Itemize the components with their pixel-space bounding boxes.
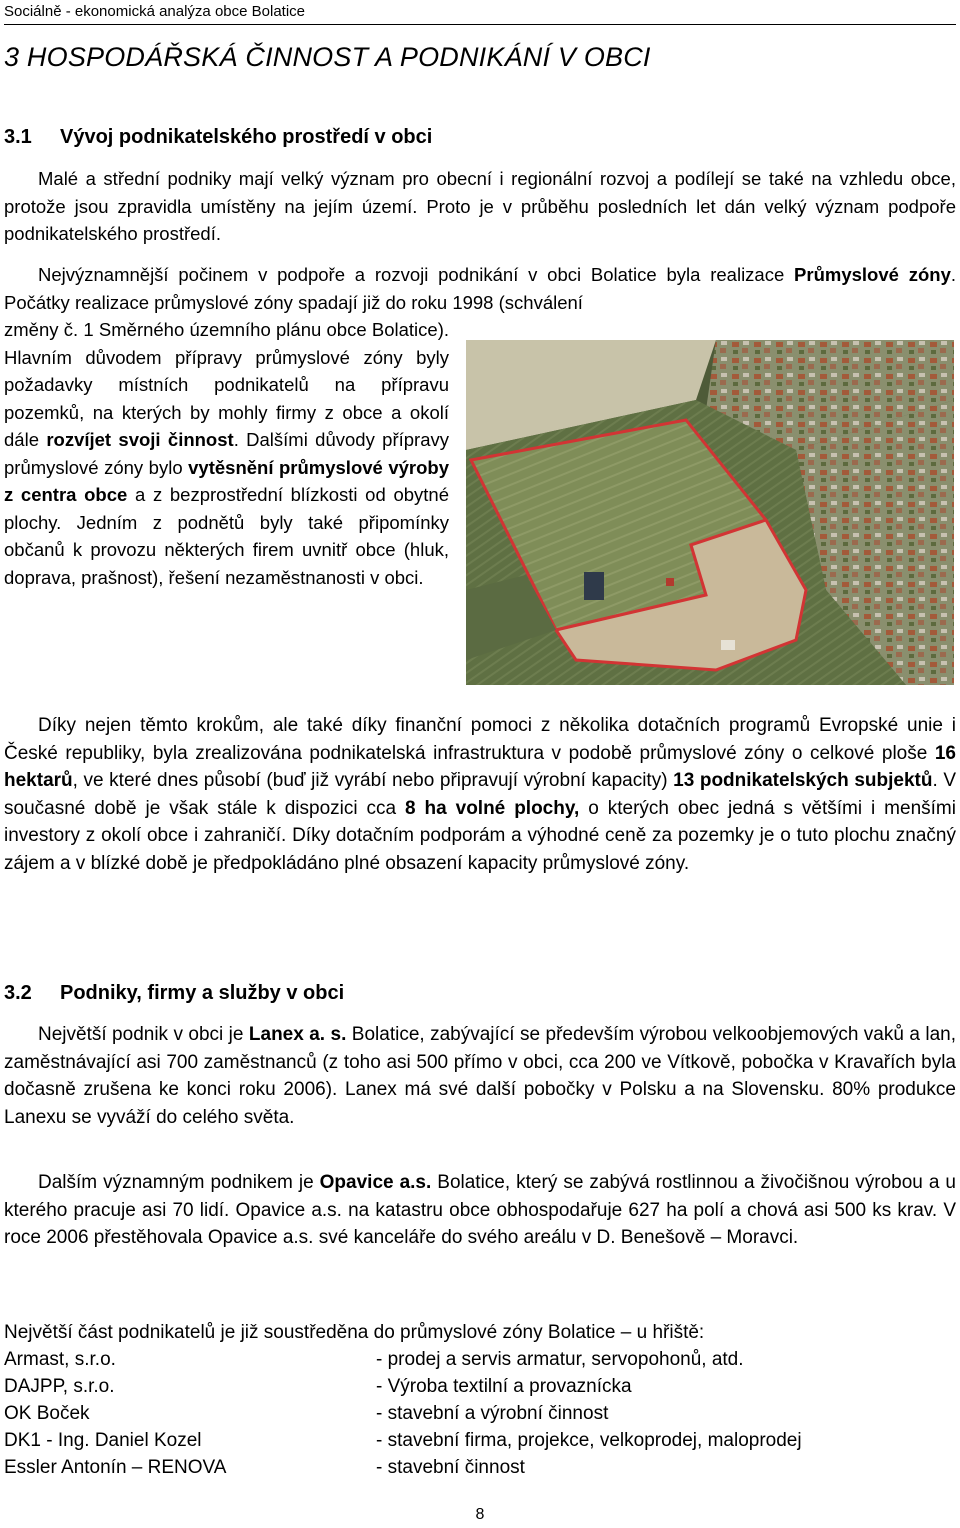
- company-activity: - stavební činnost: [376, 1457, 525, 1478]
- text-run: Bolatice, který se zabývá rostlinnou a živočišnou výrobou a u kterého pracuje asi 70 lidí. Opavice a.s. na katastru obce obhospodařuje 627 ha polí a chová asi 500 ks krav. V roce 2006 přestěhovala Opavice a.s. své kanceláře do svého areálu v D. Benešově – Moravci.: [4, 1172, 956, 1248]
- list-item: [4, 1427, 802, 1454]
- bold-run: Opavice a.s.: [319, 1172, 432, 1193]
- bold-run: Lanex a. s.: [248, 1024, 347, 1045]
- section-heading-3-2: [4, 982, 344, 1005]
- paragraph-lanex: [4, 1021, 956, 1131]
- bold-run: Průmyslové zóny: [794, 264, 951, 285]
- list-item: [4, 1400, 608, 1427]
- text-run: a z bezprostřední blízkosti od obytné plochy. Jedním z podnětů byly také připomínky občanů k provozu některých firem uvnitř obce (hluk, doprava, prašnost), řešení nezaměstnanosti v obci.: [4, 484, 449, 588]
- building-white: [721, 640, 735, 650]
- text-run: . Počátky realizace průmyslové zóny spadají již do roku 1998 (schválení: [4, 264, 956, 313]
- list-item: [4, 1373, 632, 1400]
- building-small: [666, 578, 674, 586]
- building-hall: [584, 572, 604, 600]
- bold-run: 13 podnikatelských subjektů: [673, 770, 933, 791]
- company-activity: - prodej a servis armatur, servopohonů, atd.: [376, 1349, 744, 1370]
- paragraph-companies-intro: Největší část podnikatelů je již soustředěna do průmyslové zóny Bolatice – u hřiště:: [4, 1322, 705, 1343]
- chapter-title: 3 HOSPODÁŘSKÁ ČINNOST A PODNIKÁNÍ V OBCI: [4, 42, 651, 72]
- text-run: změny č. 1 Směrného územního plánu obce Bolatice). Hlavním důvodem přípravy průmyslové zóny byly požadavky místních podnikatelů na přípravu pozemků, na kterých by mohly firmy z obce a okolí dále: [4, 319, 449, 450]
- company-name: OK Boček: [4, 1403, 90, 1424]
- running-header: Sociálně - ekonomická analýza obce Bolatice: [4, 2, 956, 25]
- section-title-text: Vývoj podnikatelského prostředí v obci: [60, 126, 433, 148]
- text-run: Nejvýznamnější počinem v podpoře a rozvoji podnikání v obci Bolatice byla realizace: [38, 264, 795, 285]
- text-run: Bolatice, zabývající se především výrobou velkoobjemových vaků a lan, zaměstnávající asi 700 zaměstnanců (z toho asi 500 přímo v obci, cca 200 ve Vítkově, pobočka v Kravařích byla dočasně zrušena ke konci roku 2006). Lanex má své další pobočky v Polsku a na Slovensku. 80% produkce Lanexu se vyváží do celého světa.: [4, 1024, 956, 1128]
- company-name: Armast, s.r.o.: [4, 1349, 116, 1370]
- paragraph-opavice: [4, 1169, 956, 1252]
- text-run: o kterých obec jedná s většími i menšími investory z okolí obce i zahraničí. Díky dotačním podporám a výhodné ceně za pozemky je o tuto plochu značný zájem a v blízké době je předpokládáno plné obsazení kapacity průmyslové zóny.: [4, 797, 956, 874]
- section-number: 3.2: [4, 982, 32, 1004]
- paragraph-industrial-zone-reasons: [4, 316, 449, 591]
- list-item: [4, 1346, 744, 1373]
- company-name: Essler Antonín – RENOVA: [4, 1457, 227, 1478]
- company-activity: - stavební a výrobní činnost: [376, 1403, 609, 1424]
- company-activity: - Výroba textilní a provazníckа: [376, 1376, 632, 1397]
- bold-run: 16 hektarů: [4, 742, 956, 791]
- bold-run: 8 ha volné plochy,: [405, 797, 580, 819]
- section-title-text: Podniky, firmy a služby v obci: [60, 982, 345, 1004]
- paragraph-infrastructure: [4, 712, 956, 877]
- company-name: DAJPP, s.r.o.: [4, 1376, 115, 1397]
- company-activity: - stavební firma, projekce, velkoprodej, maloprodej: [376, 1430, 802, 1451]
- bold-run: rozvíjet svoji činnost: [46, 429, 234, 450]
- company-name: DK1 - Ing. Daniel Kozel: [4, 1430, 202, 1451]
- paragraph-industrial-zone-lead: [4, 261, 956, 316]
- aerial-photo-industrial-zone: [466, 340, 954, 685]
- paragraph-intro: Malé a střední podniky mají velký význam pro obecní i regionální rozvoj a podílejí se také na vzhledu obce, protože jsou zpravidla umístěny na jejím území. Proto je v průběhu posledních let dán velký význam podpoře podnikatelského prostředí.: [4, 168, 956, 244]
- list-item: [4, 1454, 525, 1481]
- bold-run: vytěsnění průmyslové výroby z centra obce: [4, 456, 449, 505]
- page-number: 8: [475, 1506, 485, 1523]
- text-run: , ve které dnes působí (buď již vyrábí nebo připravují výrobní kapacity): [72, 770, 674, 791]
- section-heading-3-1: [4, 126, 432, 149]
- text-run: Největší podnik v obci je: [38, 1024, 249, 1045]
- text-run: Dalším významným podnikem je: [38, 1172, 320, 1193]
- text-run: . V současné době je však stále k dispozici cca: [4, 770, 956, 819]
- text-run: . Dalšími důvody přípravy průmyslové zóny bylo: [4, 429, 449, 478]
- section-number: 3.1: [4, 126, 32, 148]
- text-run: Díky nejen těmto krokům, ale také díky finanční pomoci z několika dotačních programů Evropské unie i České republiky, byla zrealizována podnikatelská infrastruktura v podobě průmyslové zóny o celkové ploše: [4, 715, 956, 764]
